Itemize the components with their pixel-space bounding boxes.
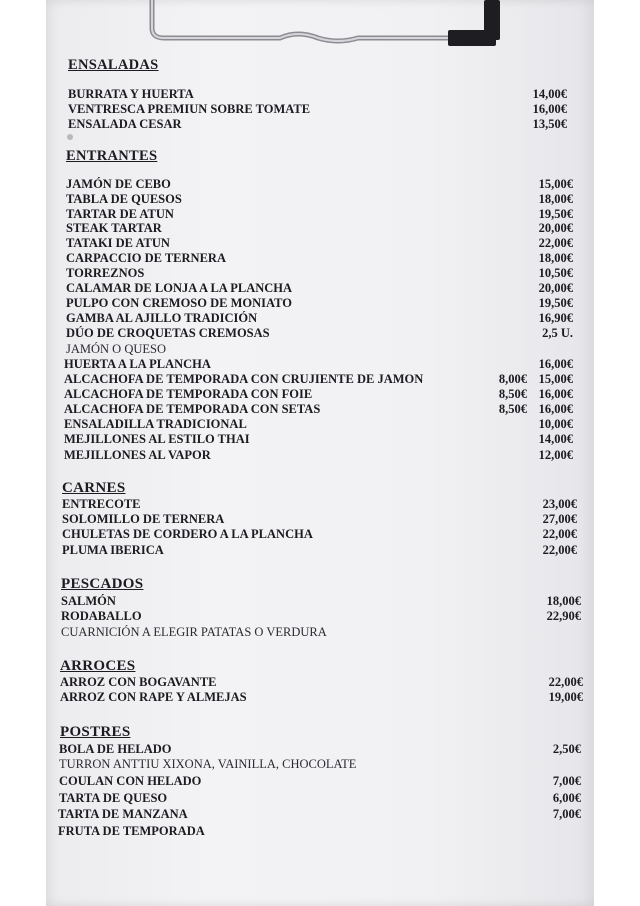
menu-item-price: 18,00€ — [538, 192, 573, 206]
menu-item-price: 19,50€ — [538, 296, 573, 310]
menu-item-row — [66, 326, 573, 342]
menu-item-name: HUERTA A LA PLANCHA — [64, 357, 211, 371]
menu-item-name: TARTA DE QUESO — [59, 791, 168, 805]
menu-item-name: FRUTA DE TEMPORADA — [58, 824, 205, 838]
menu-item-price: 20,00€ — [538, 221, 573, 235]
menu-item-row — [68, 117, 567, 133]
menu-item-row — [62, 543, 577, 559]
menu-item-price: 16,00€ — [538, 357, 573, 371]
menu-item-price: 10,00€ — [538, 417, 573, 431]
menu-item-name: ENTRECOTE — [62, 497, 141, 511]
menu-item-name: TARTAR DE ATUN — [66, 207, 174, 221]
menu-item-row — [58, 824, 581, 840]
menu-item-name: BOLA DE HELADO — [59, 742, 172, 756]
menu-item-row — [68, 102, 567, 118]
menu-item-name: PLUMA IBERICA — [62, 543, 164, 557]
menu-item-name: TORREZNOS — [66, 266, 145, 280]
menu-item-price: 16,90€ — [538, 311, 573, 325]
menu-item-name: ARROZ CON RAPE Y ALMEJAS — [60, 690, 247, 704]
menu-item-name: TABLA DE QUESOS — [66, 192, 182, 206]
menu-item-row — [66, 221, 573, 237]
menu-item-name: RODABALLO — [61, 609, 142, 623]
menu-item-row — [64, 448, 573, 464]
menu-item-name: BURRATA Y HUERTA — [68, 87, 194, 101]
menu-item-name: DÚO DE CROQUETAS CREMOSAS — [66, 326, 270, 340]
menu-item-price: 22,00€ — [542, 543, 577, 557]
menu-item-price: 22,90€ — [546, 609, 581, 623]
menu-item-name: ALCACHOFA DE TEMPORADA CON FOIE — [64, 387, 313, 401]
menu-item-name: CARPACCIO DE TERNERA — [66, 251, 226, 265]
menu-item-row — [64, 417, 573, 433]
menu-item-name: JAMÓN DE CEBO — [66, 177, 171, 191]
menu-item-row — [64, 402, 573, 418]
menu-item-price: 19,50€ — [538, 207, 573, 221]
menu-item-price: 22,00€ — [548, 675, 583, 689]
section-title-carnes: CARNES — [62, 480, 126, 496]
menu-item-row — [59, 774, 581, 790]
menu-item-row — [61, 594, 581, 610]
menu-item-note: JAMÓN O QUESO — [66, 342, 167, 356]
menu-item-row — [58, 807, 581, 823]
menu-item-row — [61, 625, 581, 641]
menu-item-row — [62, 527, 577, 543]
menu-item-price: 14,00€ — [538, 432, 573, 446]
menu-item-price: 15,00€ — [538, 177, 573, 191]
menu-item-row — [59, 757, 581, 773]
menu-item-name: MEJILLONES AL VAPOR — [64, 448, 211, 462]
menu-item-name: CHULETAS DE CORDERO A LA PLANCHA — [62, 527, 313, 541]
menu-item-name: ALCACHOFA DE TEMPORADA CON SETAS — [64, 402, 321, 416]
menu-item-name: MEJILLONES AL ESTILO THAI — [64, 432, 250, 446]
menu-item-name: TATAKI DE ATUN — [66, 236, 170, 250]
menu-item-name: CALAMAR DE LONJA A LA PLANCHA — [66, 281, 293, 295]
menu-item-price: 7,00€ — [552, 774, 581, 788]
menu-item-row — [66, 192, 573, 208]
menu-item-row — [61, 609, 581, 625]
menu-item-name: SALMÓN — [61, 594, 116, 608]
section-title-postres: POSTRES — [60, 724, 131, 740]
menu-item-price: 13,50€ — [532, 117, 567, 131]
menu-item-name: GAMBA AL AJILLO TRADICIÓN — [66, 311, 258, 325]
menu-item-name: TARTA DE MANZANA — [58, 807, 188, 821]
menu-item-price: 14,00€ — [532, 87, 567, 101]
menu-item-price: 19,00€ — [548, 690, 583, 704]
menu-item-row — [66, 296, 573, 312]
menu-item-half-price: 8,50€ — [498, 387, 527, 401]
menu-item-row — [64, 357, 573, 373]
section-title-arroces: ARROCES — [60, 658, 136, 674]
menu-item-price: 22,00€ — [542, 527, 577, 541]
menu-item-name: ARROZ CON BOGAVANTE — [60, 675, 217, 689]
menu-item-row — [64, 387, 573, 403]
menu-item-row — [68, 87, 567, 103]
menu-item-price: 22,00€ — [538, 236, 573, 250]
menu-item-price: 10,50€ — [538, 266, 573, 280]
menu-item-note: TURRON ANTTIU XIXONA, VAINILLA, CHOCOLATE — [59, 757, 357, 771]
menu-item-price: 7,00€ — [552, 807, 581, 821]
menu-item-half-price: 8,50€ — [498, 402, 527, 416]
menu-item-name: VENTRESCA PREMIUN SOBRE TOMATE — [68, 102, 311, 116]
menu-item-price: 18,00€ — [546, 594, 581, 608]
menu-item-row — [62, 512, 577, 528]
menu-item-row — [60, 675, 583, 691]
menu-item-name: COULAN CON HELADO — [59, 774, 202, 788]
menu-item-name: ENSALADILLA TRADICIONAL — [64, 417, 247, 431]
menu-item-price: 2,50€ — [552, 742, 581, 756]
menu-item-name: PULPO CON CREMOSO DE MONIATO — [66, 296, 292, 310]
menu-item-name: ENSALADA CESAR — [68, 117, 182, 131]
section-title-entrantes: ENTRANTES — [66, 148, 158, 164]
bullet-mark — [67, 134, 73, 140]
menu-item-price: 6,00€ — [552, 791, 581, 805]
menu-item-row — [64, 432, 573, 448]
menu-item-price: 16,00€ — [532, 102, 567, 116]
section-title-pescados: PESCADOS — [61, 576, 144, 592]
menu-item-row — [60, 690, 583, 706]
menu-item-price: 12,00€ — [538, 448, 573, 462]
menu-item-price: 18,00€ — [538, 251, 573, 265]
menu-item-row — [66, 266, 573, 282]
menu-item-row — [59, 742, 581, 758]
menu-item-row — [59, 791, 581, 807]
menu-item-price: 2,5 U. — [542, 326, 573, 340]
menu-item-row — [66, 251, 573, 267]
menu-item-price: 20,00€ — [538, 281, 573, 295]
menu-item-name: SOLOMILLO DE TERNERA — [62, 512, 225, 526]
menu-item-price: 16,00€ — [538, 402, 573, 416]
clipboard-clip-icon — [148, 0, 504, 52]
menu-item-name: STEAK TARTAR — [66, 221, 162, 235]
menu-item-half-price: 8,00€ — [498, 372, 527, 386]
menu-item-price: 27,00€ — [542, 512, 577, 526]
menu-item-price: 16,00€ — [538, 387, 573, 401]
menu-item-note: CUARNICIÓN A ELEGIR PATATAS O VERDURA — [61, 625, 327, 639]
menu-item-row — [64, 372, 573, 388]
menu-item-row — [66, 311, 573, 327]
section-title-ensaladas: ENSALADAS — [68, 57, 159, 73]
menu-item-row — [62, 497, 577, 513]
menu-item-price: 15,00€ — [538, 372, 573, 386]
menu-item-row — [66, 177, 573, 193]
menu-item-price: 23,00€ — [542, 497, 577, 511]
menu-item-name: ALCACHOFA DE TEMPORADA CON CRUJIENTE DE JAMON — [64, 372, 424, 386]
menu-item-row — [66, 236, 573, 252]
menu-item-row — [66, 281, 573, 297]
menu-item-row — [66, 342, 573, 358]
